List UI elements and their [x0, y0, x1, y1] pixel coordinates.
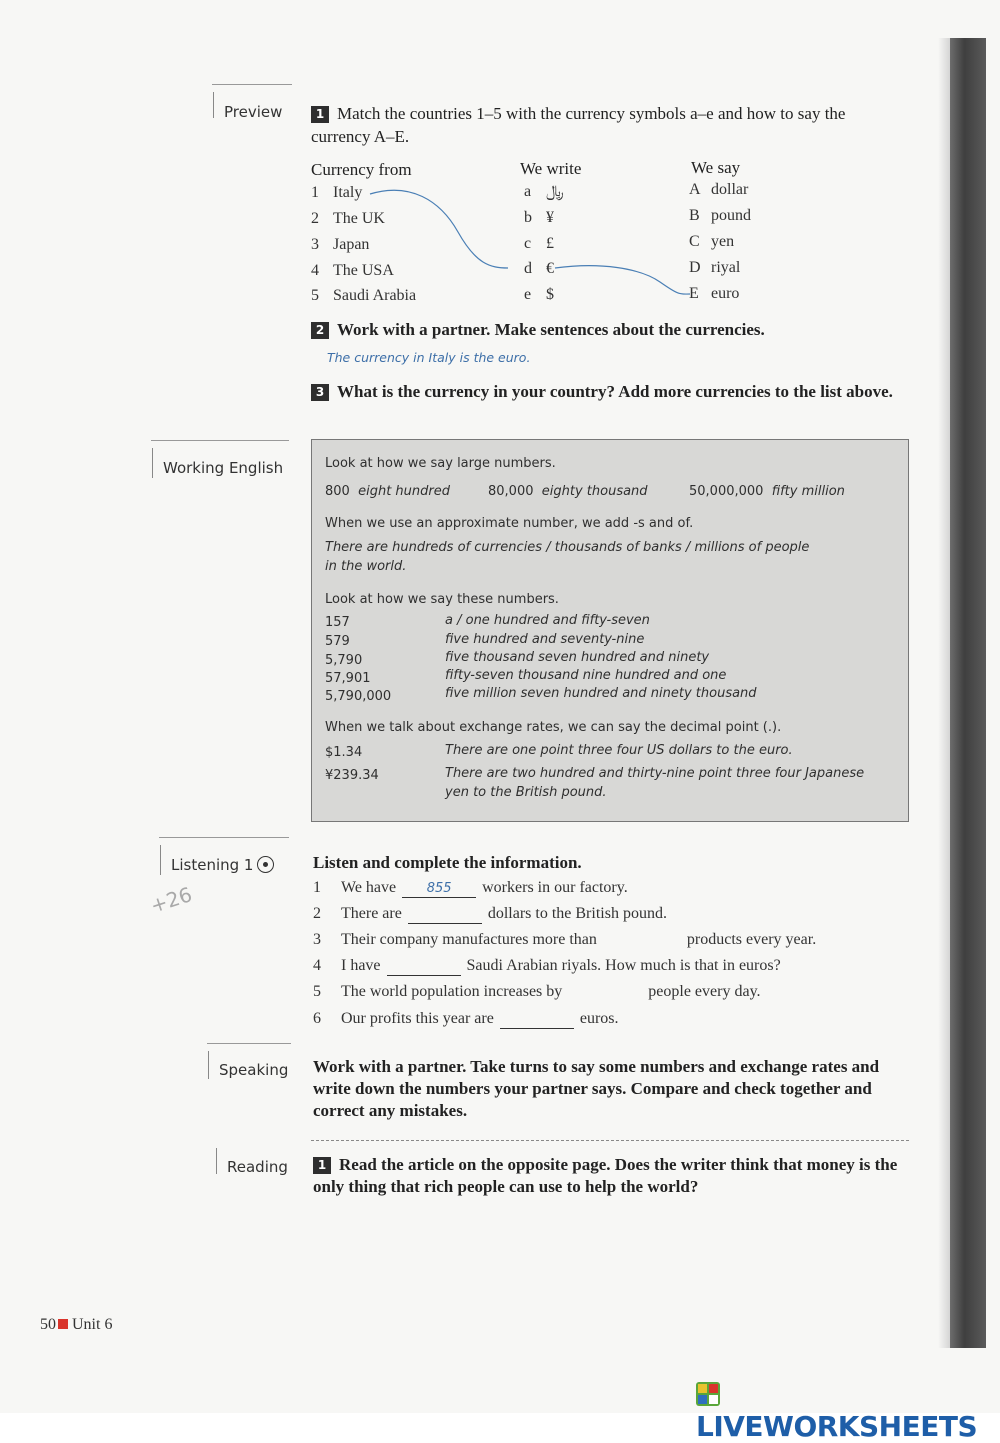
large-number-example: 800 eight hundred [325, 484, 450, 499]
answer-input-4[interactable] [387, 959, 461, 976]
country-item: 5 Saudi Arabia [311, 287, 417, 304]
number-words: five hundred and seventy-nine [445, 632, 645, 647]
listening-item-2: 2 There are dollars to the British pound. [313, 905, 667, 922]
listening-item-5: 5 The world population increases by people every day. [313, 983, 761, 1000]
listening-item-6: 6 Our profits this year are euros. [313, 1010, 619, 1027]
speaking-instruction: Work with a partner. Take turns to say some numbers and exchange rates and write down the numbers your partner says. Compare and check together and correct any mistakes. [313, 1057, 880, 1120]
number-row: 57,901 [325, 671, 371, 686]
preview-question-2: 2 Work with a partner. Make sentences about the currencies. [311, 318, 901, 341]
page-footer [40, 1316, 112, 1334]
header-we-say: We say [691, 158, 741, 177]
symbol-item: b ¥ [524, 209, 554, 226]
number-words: fifty-seven thousand nine hundred and one [445, 668, 727, 683]
question-number-badge: 1 [311, 106, 329, 123]
audio-play-icon[interactable] [257, 856, 274, 873]
listening-item-1: 1 We have855 workers in our factory. [313, 879, 628, 898]
liveworksheets-logo: LIVEWORKSHEETS [696, 1377, 1000, 1443]
header-currency-from: Currency from [311, 160, 412, 179]
rate-words-continued: yen to the British pound. [445, 785, 607, 800]
currency-name-item: E euro [689, 285, 740, 302]
large-numbers-intro: Look at how we say large numbers. [325, 456, 556, 471]
preview-question-1: 1 Match the countries 1–5 with the currency symbols a–e and how to say the currency A–E. [311, 104, 846, 146]
number-words: five thousand seven hundred and ninety [445, 650, 710, 665]
page-number: 50 [40, 1316, 56, 1333]
number-words: five million seven hundred and ninety thousand [445, 686, 757, 701]
footer-square-icon [58, 1319, 68, 1329]
preview-question-3: 3 What is the currency in your country? Add more currencies to the list above. [311, 380, 905, 403]
large-number-example: 50,000,000 fifty million [689, 484, 845, 499]
section-divider [311, 1140, 909, 1141]
number-row: 157 [325, 615, 350, 630]
answer-input-6[interactable] [500, 1012, 574, 1029]
country-item: 1 Italy [311, 184, 363, 201]
section-label-speaking: Speaking [208, 1051, 288, 1079]
currency-name-item: C yen [689, 233, 735, 250]
listening-item-4: 4 I have Saudi Arabian riyals. How much is that in euros? [313, 957, 781, 974]
currency-name-item: A dollar [689, 181, 749, 198]
numbers-intro: Look at how we say these numbers. [325, 592, 559, 607]
working-english-box [311, 439, 909, 822]
number-row: 5,790 [325, 653, 363, 668]
symbol-item: e $ [524, 286, 554, 303]
approximate-example-line-1: There are hundreds of currencies / thousands of banks / millions of people [325, 540, 810, 555]
question-number-badge: 3 [311, 384, 329, 401]
handwritten-margin-note: +26 [147, 882, 195, 918]
rate-words: There are one point three four US dollars to the euro. [445, 743, 793, 758]
answer-input-1[interactable] [402, 881, 476, 898]
liveworksheets-icon [696, 1382, 720, 1406]
reading-question-1: 1 Read the article on the opposite page. Does the writer think that money is the only thing that rich people can use to help the world? [313, 1155, 898, 1196]
listening-instruction: Listen and complete the information. [313, 853, 582, 872]
example-sentence: The currency in Italy is the euro. [327, 350, 531, 365]
listening-item-3: 3 Their company manufactures more than products every year. [313, 931, 817, 948]
match-line-italy-euro [370, 190, 508, 268]
answer-input-5[interactable] [568, 985, 642, 1002]
number-row: 579 [325, 634, 350, 649]
section-label-preview: Preview [213, 92, 282, 118]
matching-lines [0, 0, 1000, 320]
rate-value: ¥239.34 [325, 768, 379, 783]
currency-name-item: D riyal [689, 259, 741, 276]
currency-name-item: B pound [689, 207, 751, 224]
unit-label: Unit 6 [72, 1316, 113, 1333]
answer-input-2[interactable] [408, 907, 482, 924]
country-item: 3 Japan [311, 236, 370, 253]
question-number-badge: 2 [311, 322, 329, 339]
symbol-item: d € [524, 260, 554, 277]
symbol-item: c £ [524, 235, 554, 252]
approximate-example-line-2: in the world. [325, 559, 407, 574]
header-we-write: We write [520, 159, 582, 178]
match-line-euro-name [555, 266, 690, 294]
country-item: 2 The UK [311, 210, 385, 227]
symbol-item: a ﷼ [524, 183, 564, 200]
country-item: 4 The USA [311, 262, 394, 279]
section-label-listening: Listening 1 [160, 845, 274, 875]
large-number-example: 80,000 eighty thousand [488, 484, 648, 499]
section-label-working-english: Working English [152, 448, 283, 478]
number-words: a / one hundred and fifty-seven [445, 613, 650, 628]
approximate-intro: When we use an approximate number, we add -s and of. [325, 516, 694, 531]
answer-input-3[interactable] [603, 933, 677, 950]
section-label-reading: Reading [216, 1148, 288, 1174]
number-row: 5,790,000 [325, 689, 392, 704]
rate-words: There are two hundred and thirty-nine point three four Japanese [445, 766, 865, 781]
rate-value: $1.34 [325, 745, 363, 760]
question-number-badge: 1 [313, 1157, 331, 1174]
exchange-rates-intro: When we talk about exchange rates, we can say the decimal point (.). [325, 720, 782, 735]
